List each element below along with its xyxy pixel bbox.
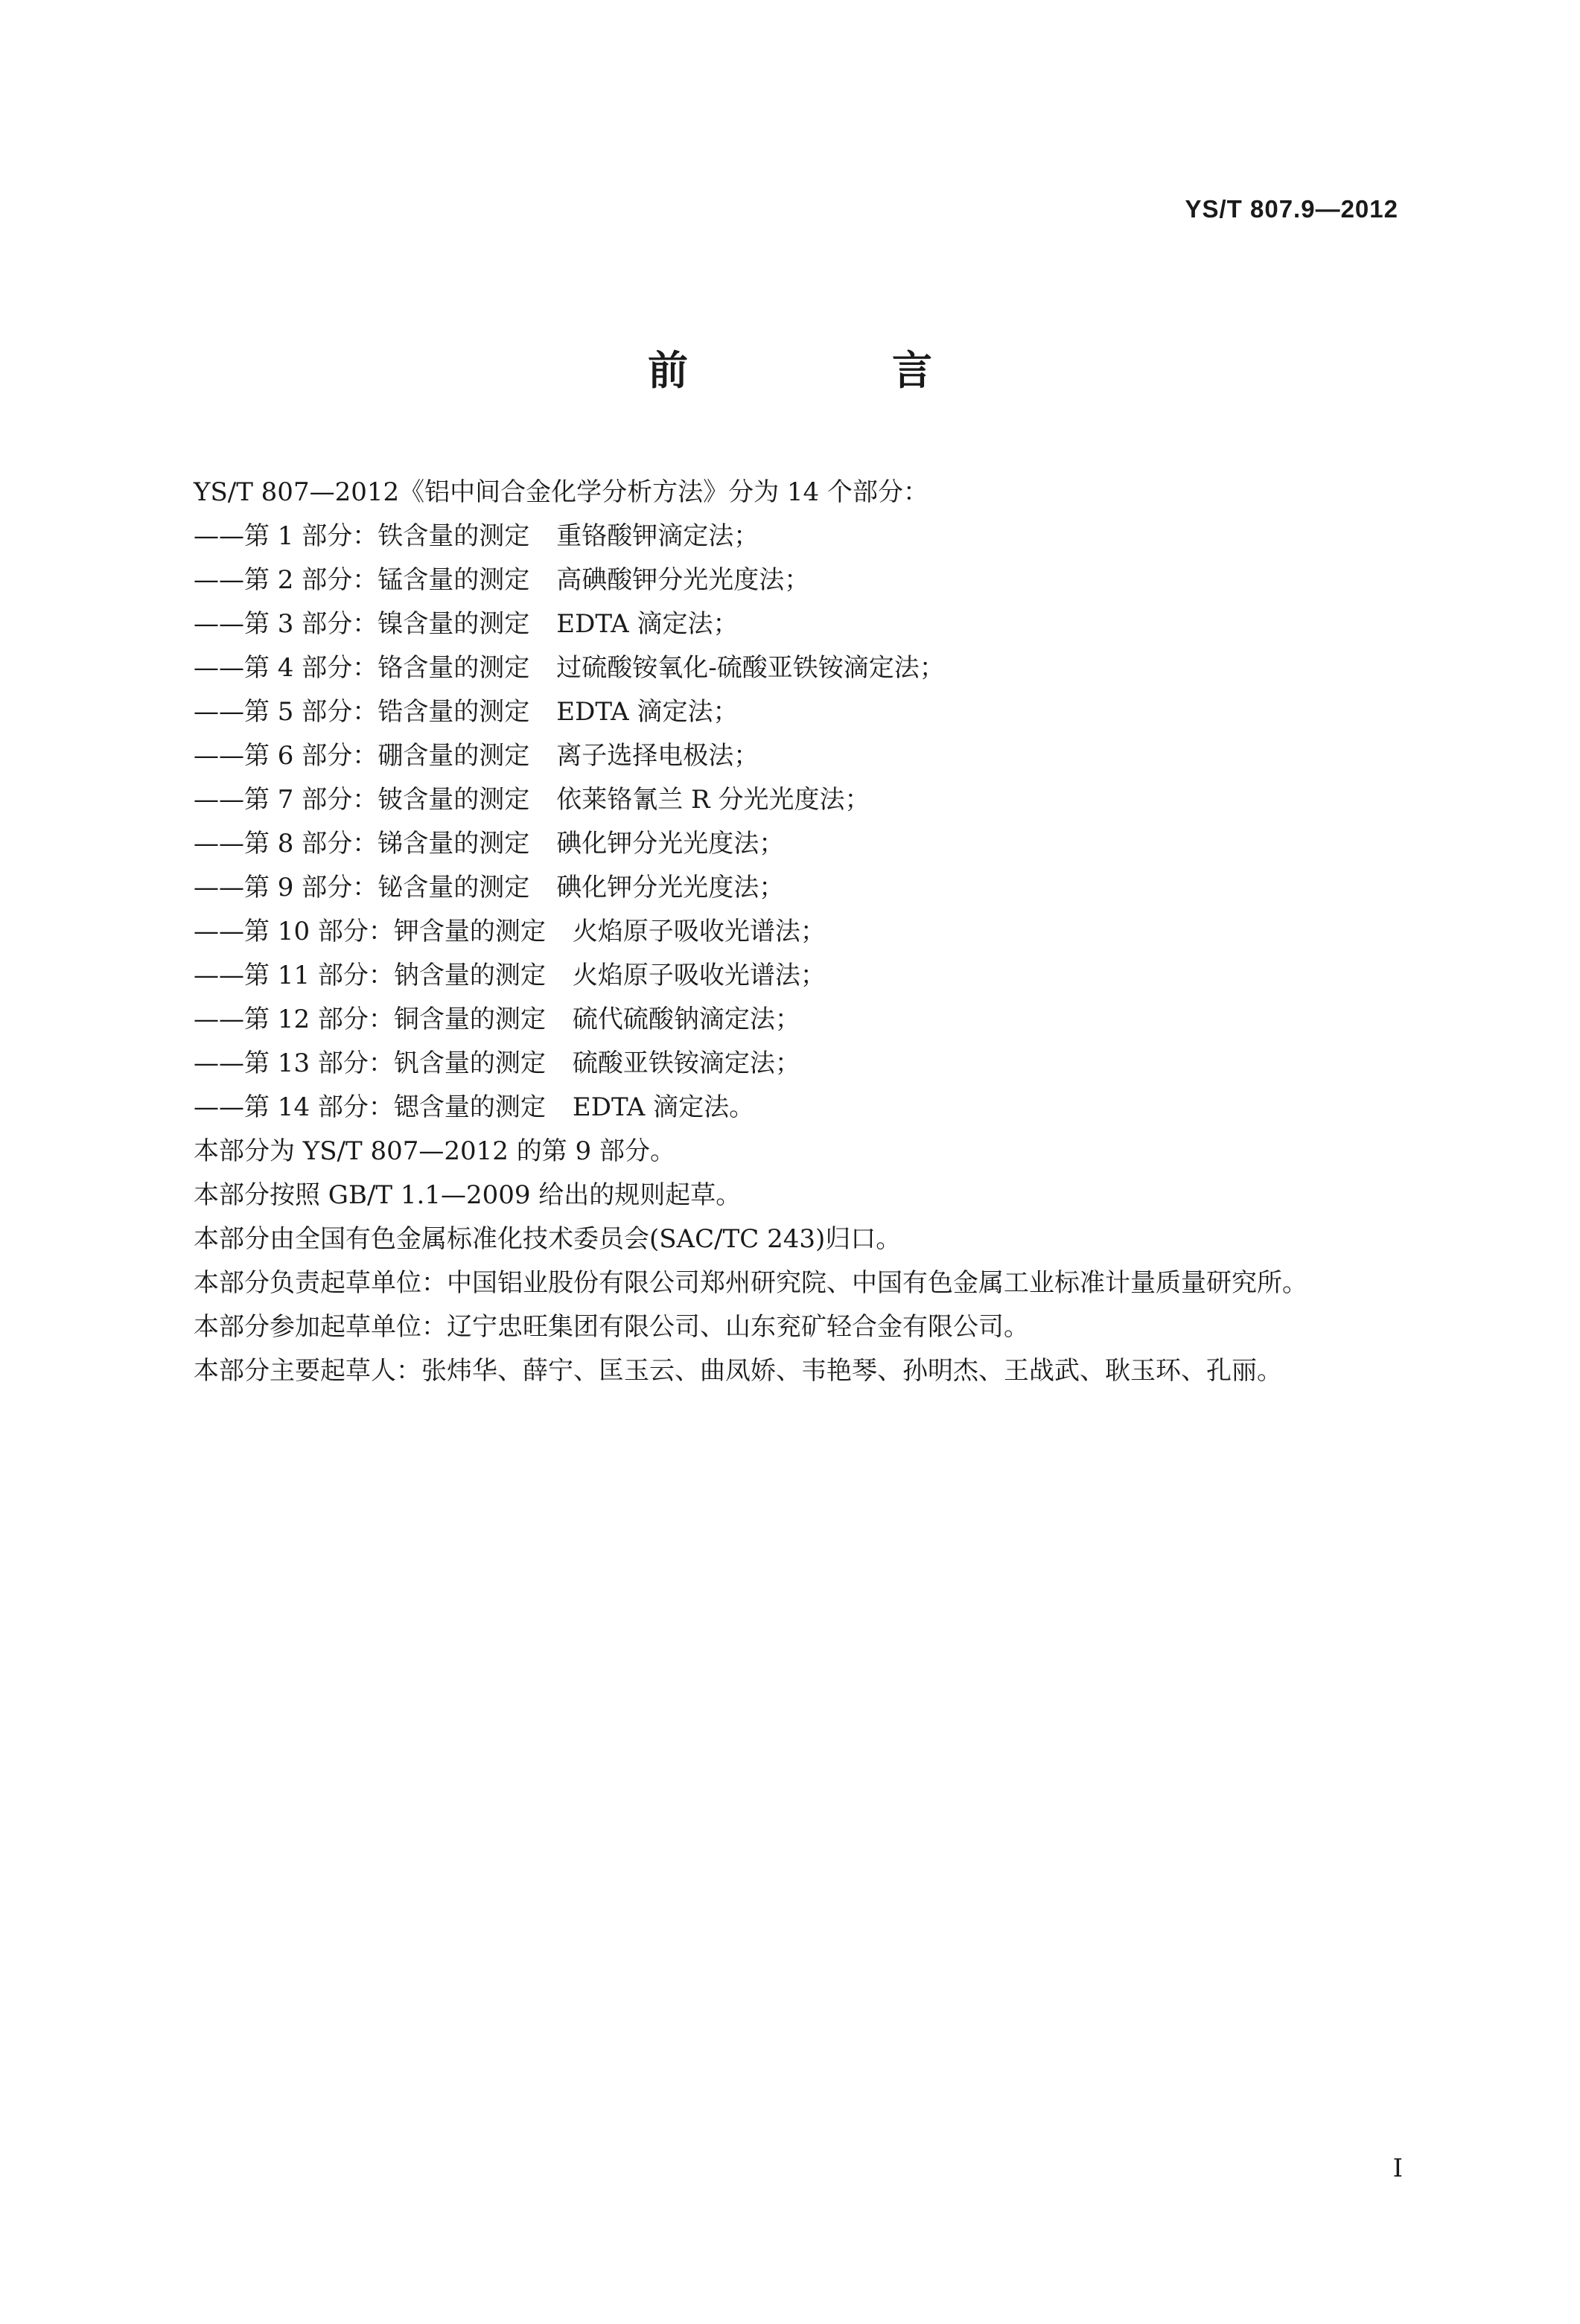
part-subject: 锑含量的测定 [378,829,530,859]
participating-drafters-statement: 本部分参加起草单位：辽宁忠旺集团有限公司、山东兖矿轻合金有限公司。 [194,1312,1029,1342]
list-item [134,690,1437,734]
part-method: 高碘酸钾分光光度法； [556,565,810,595]
part-method: 碘化钾分光光度法； [556,829,785,859]
parts-list [134,515,1437,1130]
main-drafters-statement: 本部分主要起草人：张炜华、薛宁、匡玉云、曲凤娇、韦艳琴、孙明杰、王战武、耿玉环、孔丽。 [194,1356,1282,1386]
list-item [134,1086,1437,1130]
part-prefix: ——第 2 部分： [194,565,378,595]
part-subject: 锰含量的测定 [378,565,530,595]
drafting-rules-statement: 本部分按照 GB/T 1.1—2009 给出的规则起草。 [194,1180,742,1210]
part-prefix: ——第 8 部分： [194,829,378,859]
list-item [134,822,1437,866]
list-item [134,954,1437,998]
part-subject: 铜含量的测定 [393,1005,546,1034]
part-subject: 铬含量的测定 [378,653,530,683]
list-item [134,734,1437,778]
part-subject: 钠含量的测定 [393,961,546,990]
page-number: I [1392,2153,1403,2183]
list-item [134,910,1437,954]
list-item [134,778,1437,822]
part-prefix: ——第 14 部分： [194,1092,394,1122]
part-statement: 本部分为 YS/T 807—2012 的第 9 部分。 [194,1136,675,1166]
list-item [134,558,1437,602]
part-method: 过硫酸铵氧化-硫酸亚铁铵滴定法； [556,653,945,683]
list-item [134,515,1437,558]
part-prefix: ——第 5 部分： [194,697,378,727]
part-subject: 钒含量的测定 [393,1048,546,1078]
part-subject: 铁含量的测定 [378,521,530,551]
foreword-body [134,471,1437,1393]
part-prefix: ——第 1 部分： [194,521,378,551]
part-prefix: ——第 3 部分： [194,609,378,639]
page-title: 前 言 [648,347,1014,394]
list-item [134,866,1437,910]
part-method: 重铬酸钾滴定法； [556,521,759,551]
responsible-committee-statement: 本部分由全国有色金属标准化技术委员会(SAC/TC 243)归口。 [194,1224,902,1254]
part-method: 碘化钾分光光度法； [556,873,785,902]
standard-code: YS/T 807.9—2012 [1185,195,1398,223]
part-method: 火焰原子吸收光谱法； [572,961,826,990]
part-subject: 铍含量的测定 [378,785,530,815]
part-subject: 硼含量的测定 [378,741,530,771]
part-method: EDTA 滴定法。 [572,1092,755,1122]
part-prefix: ——第 6 部分： [194,741,378,771]
part-method: 火焰原子吸收光谱法； [572,917,826,946]
part-subject: 镍含量的测定 [378,609,530,639]
part-method: EDTA 滴定法； [556,609,739,639]
part-method: 硫代硫酸钠滴定法； [572,1005,800,1034]
part-method: EDTA 滴定法； [556,697,739,727]
part-prefix: ——第 11 部分： [194,961,394,990]
list-item [134,1042,1437,1086]
part-method: 硫酸亚铁铵滴定法； [572,1048,800,1078]
part-prefix: ——第 13 部分： [194,1048,394,1078]
part-subject: 锶含量的测定 [393,1092,546,1122]
part-subject: 钾含量的测定 [393,917,546,946]
part-prefix: ——第 7 部分： [194,785,378,815]
part-prefix: ——第 9 部分： [194,873,378,902]
part-prefix: ——第 4 部分： [194,653,378,683]
part-prefix: ——第 12 部分： [194,1005,394,1034]
part-method: 离子选择电极法； [556,741,759,771]
part-method: 依莱铬氰兰 R 分光光度法； [556,785,870,815]
part-prefix: ——第 10 部分： [194,917,394,946]
list-item [134,646,1437,690]
lead-drafters-statement: 本部分负责起草单位：中国铝业股份有限公司郑州研究院、中国有色金属工业标准计量质量研究所。 [194,1268,1307,1298]
part-subject: 铋含量的测定 [378,873,530,902]
part-subject: 锆含量的测定 [378,697,530,727]
intro-paragraph: YS/T 807—2012《铝中间合金化学分析方法》分为 14 个部分： [194,477,928,507]
list-item [134,998,1437,1042]
list-item [134,602,1437,646]
